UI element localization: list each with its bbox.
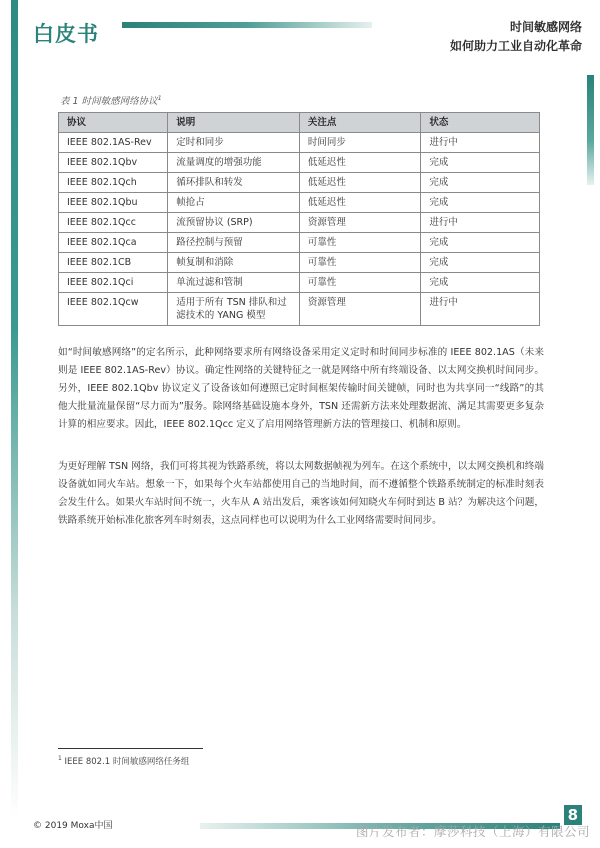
table-row bbox=[59, 233, 540, 253]
cell-description: 流量调度的增强功能 bbox=[168, 153, 300, 173]
cell-protocol: IEEE 802.1Qcw bbox=[59, 293, 168, 326]
table-row bbox=[59, 273, 540, 293]
cell-protocol: IEEE 802.1Qch bbox=[59, 173, 168, 193]
cell-description: 循环排队和转发 bbox=[168, 173, 300, 193]
column-header-description: 说明 bbox=[168, 113, 300, 133]
table-row bbox=[59, 253, 540, 273]
cell-focus: 可靠性 bbox=[299, 253, 421, 273]
column-header-status: 状态 bbox=[421, 113, 540, 133]
cell-protocol: IEEE 802.1Qcc bbox=[59, 213, 168, 233]
cell-status: 进行中 bbox=[421, 133, 540, 153]
table-caption-text: 表 1 时间敏感网络协议 bbox=[60, 96, 158, 107]
table-row bbox=[59, 173, 540, 193]
protocol-table bbox=[58, 112, 540, 326]
table-caption-footnote-ref: 1 bbox=[157, 93, 162, 102]
copyright-notice: © 2019 Moxa中国 bbox=[33, 821, 113, 831]
table-row bbox=[59, 133, 540, 153]
table-row bbox=[59, 193, 540, 213]
cell-status: 完成 bbox=[421, 233, 540, 253]
publisher-watermark: 图片发布者：摩莎科技（上海）有限公司 bbox=[355, 824, 590, 839]
cell-status: 完成 bbox=[421, 273, 540, 293]
body-paragraph-1: 如“时间敏感网络”的定名所示，此种网络要求所有网络设备采用定义定时和时间同步标准的 IEEE 802.1AS（未来则是 IEEE 802.1AS-Rev）协议。确定性网络的关键特征之一就是网络中所有终端设备、以太网交换机时间同步。另外，IEEE 802.1Qbv 协议定义了设备该如何遵照已定时间框架传输时间关键帧，同时也为共享同一“线路”的其他大批量流量保留“尽力而为”服务。除网络基础设施本身外，TSN 还需新方法来处理数据流、满足其需要更多复杂计算的相应要求。因此，IEEE 802.1Qcc 定义了启用网络管理新方法的管理接口、机制和原则。 bbox=[58, 347, 544, 430]
cell-status: 完成 bbox=[421, 173, 540, 193]
cell-protocol: IEEE 802.1Qbu bbox=[59, 193, 168, 213]
cell-focus: 低延迟性 bbox=[299, 173, 421, 193]
table-row bbox=[59, 293, 540, 326]
table-row bbox=[59, 213, 540, 233]
cell-description: 适用于所有 TSN 排队和过滤技术的 YANG 模型 bbox=[168, 293, 300, 326]
brand-title: 白皮书 bbox=[33, 22, 99, 46]
body-paragraph-2: 为更好理解 TSN 网络，我们可将其视为铁路系统，将以太网数据帧视为列车。在这个系统中，以太网交换机和终端设备就如同火车站。想象一下，如果每个火车站都使用自己的当地时间，而不遵循整个铁路系统制定的标准时刻表会发生什么。如果火车站时间不统一，火车从 A 站出发后，乘客该如何知晓火车何时到达 B 站？为解决这个问题，铁路系统开始标准化旅客列车时刻表，这点同样也可以说明为什么工业网络需要时间同步。 bbox=[58, 461, 544, 526]
column-header-focus: 关注点 bbox=[299, 113, 421, 133]
cell-focus: 时间同步 bbox=[299, 133, 421, 153]
cell-protocol: IEEE 802.1Qci bbox=[59, 273, 168, 293]
cell-status: 完成 bbox=[421, 193, 540, 213]
cell-focus: 可靠性 bbox=[299, 233, 421, 253]
cell-description: 流预留协议 (SRP) bbox=[168, 213, 300, 233]
cell-focus: 资源管理 bbox=[299, 213, 421, 233]
document-title-line1: 时间敏感网络 bbox=[509, 20, 582, 34]
cell-focus: 低延迟性 bbox=[299, 153, 421, 173]
cell-status: 完成 bbox=[421, 153, 540, 173]
cell-protocol: IEEE 802.1Qbv bbox=[59, 153, 168, 173]
cell-description: 路径控制与预留 bbox=[168, 233, 300, 253]
cell-focus: 低延迟性 bbox=[299, 193, 421, 213]
cell-protocol: IEEE 802.1AS-Rev bbox=[59, 133, 168, 153]
cell-description: 帧抢占 bbox=[168, 193, 300, 213]
table-row bbox=[59, 153, 540, 173]
footnote bbox=[58, 755, 189, 767]
left-accent-bar bbox=[11, 0, 18, 820]
page-number: 8 bbox=[564, 805, 582, 825]
footnote-text: IEEE 802.1 时间敏感网络任务组 bbox=[64, 757, 190, 767]
cell-focus: 可靠性 bbox=[299, 273, 421, 293]
cell-description: 单流过滤和管制 bbox=[168, 273, 300, 293]
cell-status: 完成 bbox=[421, 253, 540, 273]
document-title bbox=[450, 18, 582, 56]
document-title-line2: 如何助力工业自动化革命 bbox=[449, 39, 582, 53]
table-caption bbox=[60, 93, 162, 107]
footnote-divider bbox=[58, 748, 203, 749]
cell-protocol: IEEE 802.1Qca bbox=[59, 233, 168, 253]
cell-description: 帧复制和消除 bbox=[168, 253, 300, 273]
cell-protocol: IEEE 802.1CB bbox=[59, 253, 168, 273]
cell-status: 进行中 bbox=[421, 213, 540, 233]
footnote-ref-marker: 1 bbox=[58, 755, 62, 763]
right-accent-bar bbox=[587, 75, 594, 185]
table-header-row bbox=[59, 113, 540, 133]
column-header-protocol: 协议 bbox=[59, 113, 168, 133]
cell-status: 进行中 bbox=[421, 293, 540, 326]
cell-description: 定时和同步 bbox=[168, 133, 300, 153]
cell-focus: 资源管理 bbox=[299, 293, 421, 326]
header-accent-line bbox=[122, 22, 372, 28]
